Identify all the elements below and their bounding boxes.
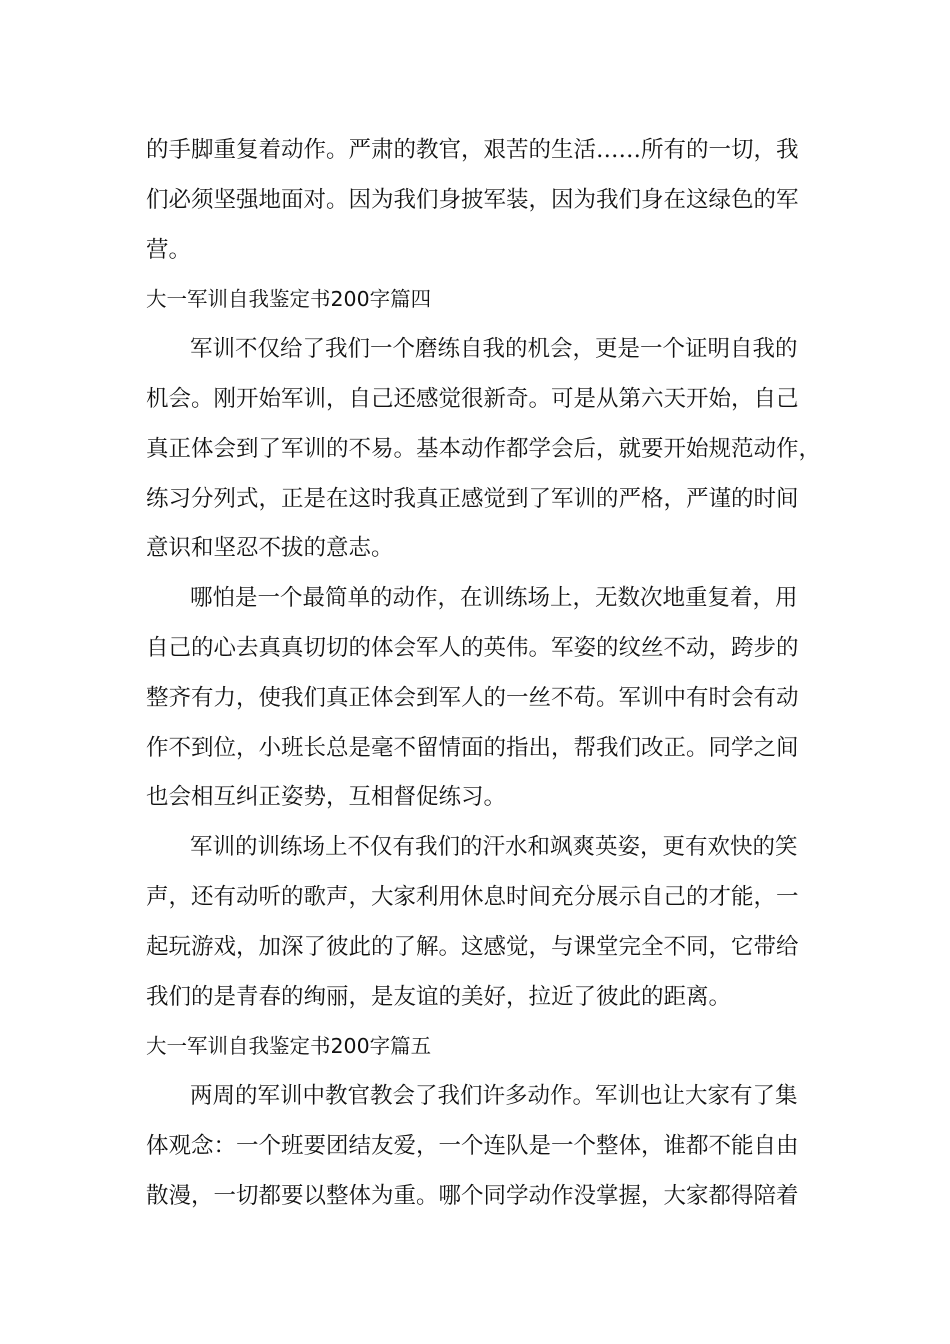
text-line: 们必须坚强地面对。因为我们身披军装，因为我们身在这绿色的军 — [146, 186, 799, 213]
paragraph — [146, 325, 822, 574]
text-line: 散漫，一切都要以整体为重。哪个同学动作没掌握，大家都得陪着 — [146, 1182, 799, 1209]
text-line: 作不到位，小班长总是毫不留情面的指出，帮我们改正。同学之间 — [146, 734, 799, 761]
paragraph-continued — [146, 126, 806, 275]
text-line: 军训的训练场上不仅有我们的汗水和飒爽英姿，更有欢快的笑 — [190, 834, 798, 861]
text-line: 整齐有力，使我们真正体会到军人的一丝不苟。军训中有时会有动 — [146, 684, 799, 711]
document-page — [146, 126, 822, 1222]
heading-text: 大一军训自我鉴定书200字篇四 — [146, 287, 432, 312]
text-line: 体观念：一个班要团结友爱，一个连队是一个整体，谁都不能自由 — [146, 1132, 799, 1159]
paragraph — [146, 823, 806, 1022]
text-line: 也会相互纠正姿势，互相督促练习。 — [146, 784, 507, 811]
text-line: 自己的心去真真切切的体会军人的英伟。军姿的纹丝不动，跨步的 — [146, 634, 799, 661]
paragraph — [146, 574, 806, 823]
paragraph — [146, 1072, 806, 1221]
text-line: 真正体会到了军训的不易。基本动作都学会后，就要开始规范动作， — [146, 435, 822, 462]
text-line: 意识和坚忍不拔的意志。 — [146, 535, 394, 562]
text-line: 机会。刚开始军训，自己还感觉很新奇。可是从第六天开始，自己 — [146, 385, 799, 412]
heading-text: 大一军训自我鉴定书200字篇五 — [146, 1034, 432, 1059]
text-line: 我们的是青春的绚丽，是友谊的美好，拉近了彼此的距离。 — [146, 983, 732, 1010]
text-line: 哪怕是一个最简单的动作，在训练场上，无数次地重复着，用 — [190, 585, 798, 612]
text-line: 起玩游戏，加深了彼此的了解。这感觉，与课堂完全不同，它带给 — [146, 933, 799, 960]
text-line: 练习分列式，正是在这时我真正感觉到了军训的严格，严谨的时间 — [146, 485, 799, 512]
text-line: 军训不仅给了我们一个磨练自我的机会，更是一个证明自我的 — [190, 336, 798, 363]
text-line: 声，还有动听的歌声，大家利用休息时间充分展示自己的才能，一 — [146, 883, 799, 910]
section-heading-4 — [146, 275, 806, 325]
section-heading-5 — [146, 1022, 806, 1072]
text-line: 的手脚重复着动作。严肃的教官，艰苦的生活……所有的一切，我 — [146, 137, 799, 163]
text-line: 两周的军训中教官教会了我们许多动作。军训也让大家有了集 — [190, 1083, 798, 1110]
text-line: 营。 — [146, 236, 192, 263]
